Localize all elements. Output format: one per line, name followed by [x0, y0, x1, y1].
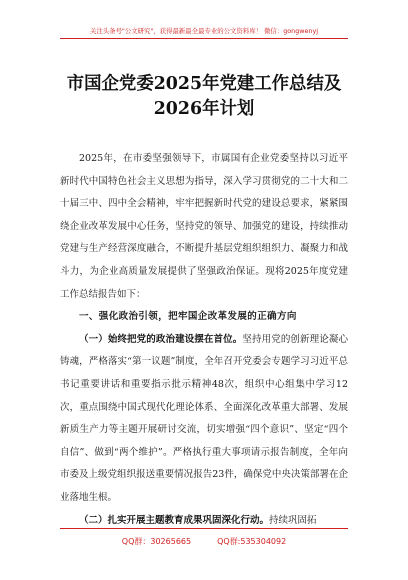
page-footer — [0, 536, 408, 547]
page-header: 关注头条号"公文研究"，获得最新最全最专业的公文资料库！ 微信：gongwenyj — [89, 27, 319, 35]
subsection-body-1: 坚持用党的创新理论凝心铸魂，严格落实“第一议题”制度，全年召开党委会专题学习习近平总书记重要讲话和重要指示批示精神48次，组织中心组集中学习12次，重点围绕中国式现代化理论体系、全面深化改革重大部署、发展新质生产力等主题开展研讨交流，切实增强“四个意识”、坚定“四个自信”、做到“两个维护”。严格执行重大事项请示报告制度，全年向市委及上级党组织报送重要情况报告23件，确保党中央决策部署在企业落地生根。 — [60, 333, 348, 503]
document-title: 市国企党委2025年党建工作总结及2026年计划 — [66, 74, 342, 119]
section-heading-1: 一、强化政治引领，把牢国企改革发展的正确方向 — [79, 311, 297, 323]
footer-qq-group-1: QQ群：30265665 — [121, 537, 192, 546]
header-rule — [60, 38, 348, 39]
intro-paragraph: 2025年，在市委坚强领导下，市属国有企业党委坚持以习近平新时代中国特色社会主义思想为指导，深入学习贯彻党的二十大和二十届三中、四中全会精神，牢牢把握新时代党的建设总要求，紧紧围绕企业改革发展中心任务，坚持党的领导、加强党的建设，持续推动党建与生产经营深度融合，不断提升基层党组织组织力、凝聚力和战斗力，为企业高质量发展提供了坚强政治保证。现将2025年度党建工作总结报告如下： — [60, 153, 348, 300]
footer-qq-group-2: QQ群:535304092 — [217, 537, 287, 546]
document-body — [60, 148, 348, 532]
subsection-body-2: 持续巩固拓 — [269, 514, 317, 526]
subsection-paragraph-1 — [60, 329, 348, 510]
subsection-heading-2: （二）扎实开展主题教育成果巩固深化行动。 — [79, 514, 270, 526]
subsection-heading-1: （一）始终把党的政治建设摆在首位。 — [79, 333, 243, 345]
footer-rule — [60, 528, 348, 529]
